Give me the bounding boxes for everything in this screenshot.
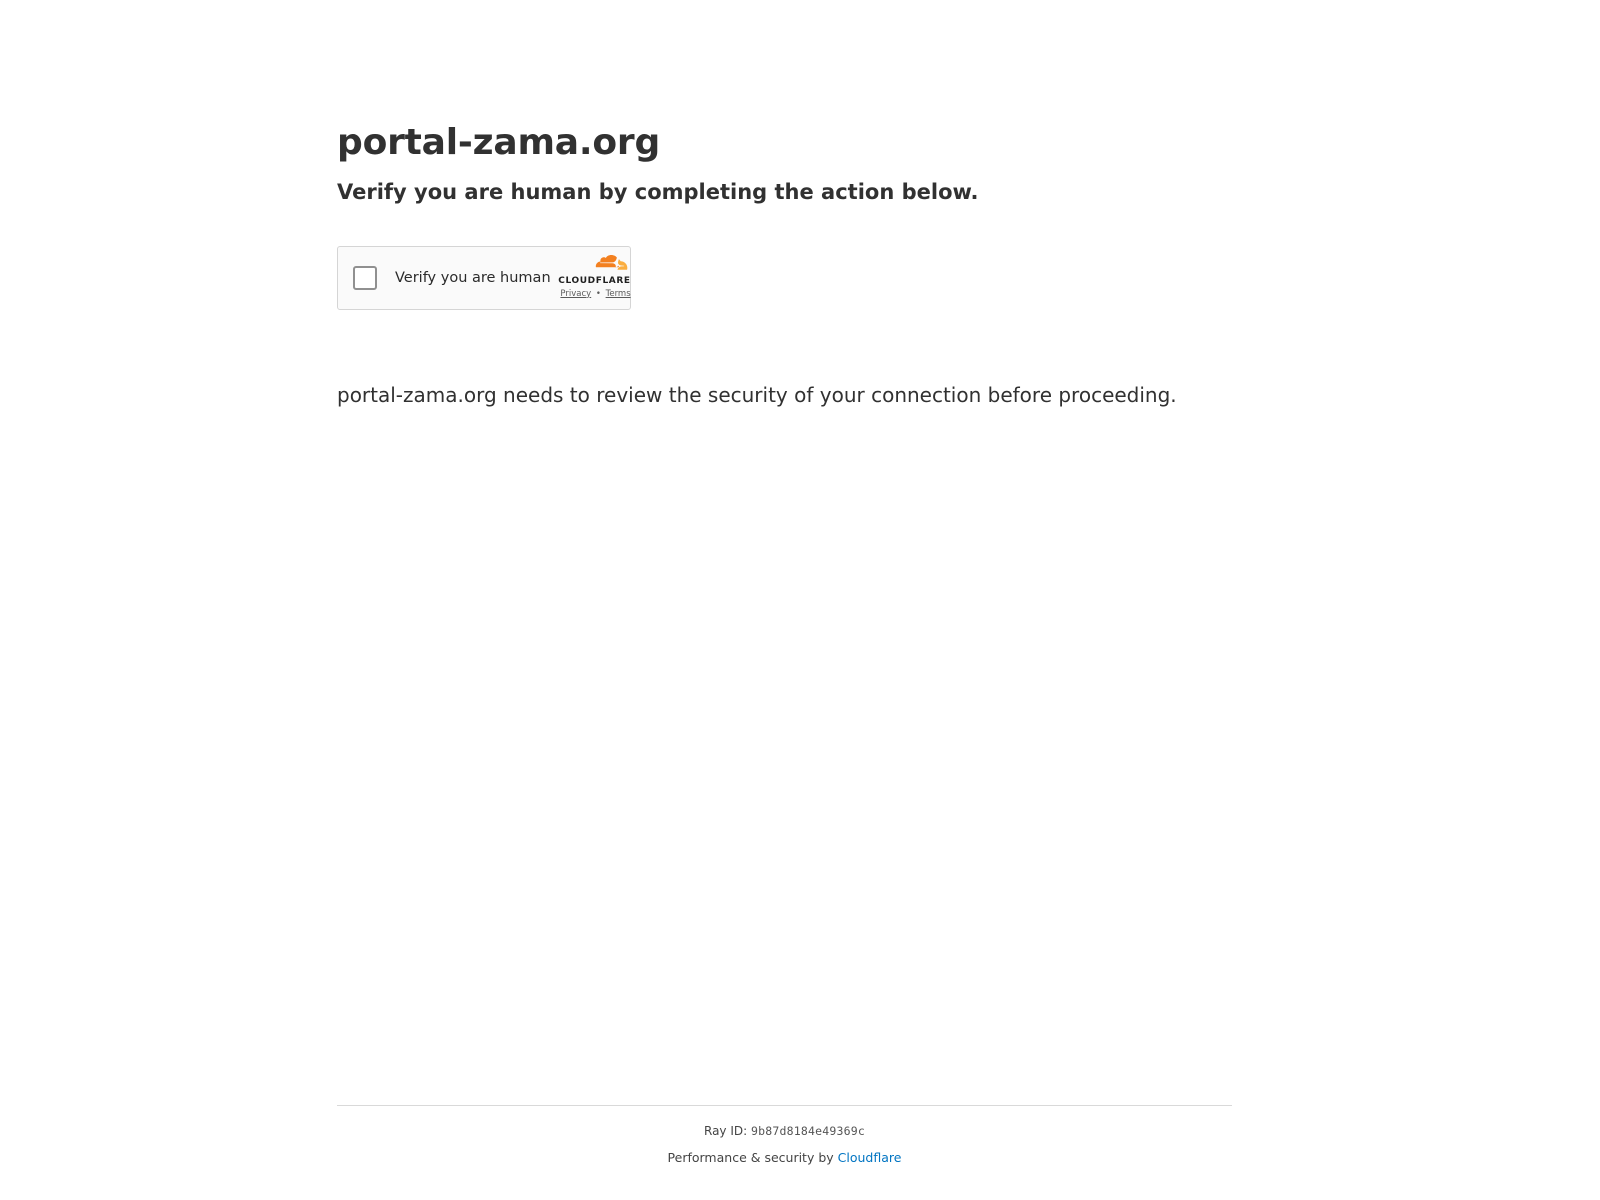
ray-id-row <box>337 1124 1232 1138</box>
footer-divider <box>337 1105 1232 1106</box>
security-review-text: portal-zama.org needs to review the security of your connection before proceeding. <box>337 383 1177 408</box>
terms-link[interactable]: Terms <box>605 288 631 299</box>
verify-human-checkbox[interactable] <box>353 266 377 290</box>
privacy-link[interactable]: Privacy <box>560 288 592 299</box>
performance-text: Performance & security by <box>667 1150 834 1165</box>
turnstile-widget-wrapper <box>337 246 1237 310</box>
page-footer <box>337 1105 1232 1165</box>
cloudflare-branding <box>551 255 631 299</box>
ray-id-value: 9b87d8184e49369c <box>751 1124 865 1138</box>
turnstile-widget[interactable] <box>337 246 631 310</box>
cloudflare-wordmark: CLOUDFLARE <box>558 275 631 286</box>
cloudflare-link[interactable]: Cloudflare <box>837 1150 902 1165</box>
page-subtitle: Verify you are human by completing the action below. <box>337 180 979 204</box>
verify-human-label: Verify you are human <box>395 270 551 287</box>
ray-id-label: Ray ID: <box>704 1124 748 1138</box>
challenge-content <box>337 120 1237 409</box>
cloudflare-cloud-icon <box>583 255 629 276</box>
link-separator: • <box>595 288 601 299</box>
turnstile-links <box>551 290 631 299</box>
page-title: portal-zama.org <box>337 122 661 163</box>
performance-row <box>337 1150 1232 1165</box>
